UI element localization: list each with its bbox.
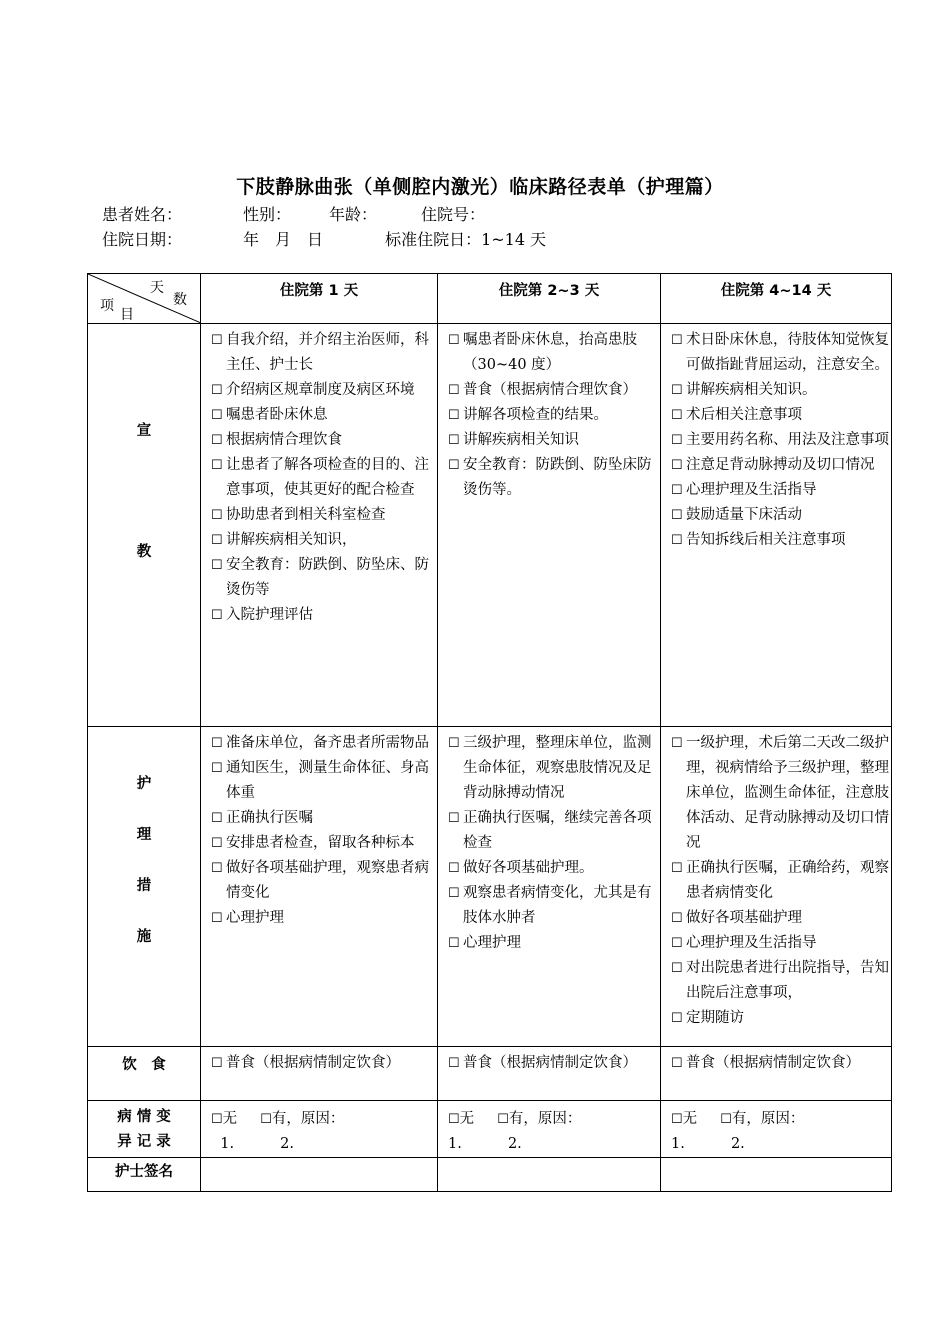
variation-none-label: 无	[222, 1111, 238, 1127]
diet-day-2-3-cell	[438, 1047, 661, 1101]
checklist-item[interactable]: ☐ 定期随访	[671, 1006, 889, 1031]
corner-item-char-1: 项	[100, 298, 114, 314]
education-label-char-1: 宣	[136, 423, 152, 439]
diet-day-1-item: ☐ 普食（根据病情制定饮食）	[211, 1051, 435, 1076]
variation-label-line-2: 异 记 录	[117, 1134, 171, 1150]
nursing-day-1-cell	[201, 727, 438, 1047]
variation-yes-label: 有，原因：	[731, 1111, 805, 1127]
nurse-signature-label: 护士签名	[88, 1158, 201, 1192]
nursing-label-char-1: 护	[136, 776, 152, 792]
nursing-measures-label	[88, 727, 201, 1047]
diet-row	[88, 1047, 892, 1101]
checklist-item[interactable]: ☐ 三级护理，整理床单位，监测生命体征，观察患肢情况及足背动脉搏动情况	[448, 731, 658, 806]
nursing-day-4-14-cell	[661, 727, 892, 1047]
checklist-item[interactable]: ☐ 讲解各项检查的结果。	[448, 403, 658, 428]
checklist-item[interactable]: ☐ 通知医生，测量生命体征、身高体重	[211, 756, 435, 806]
variation-day-2-3-cell	[438, 1101, 661, 1158]
education-day-1-cell	[201, 324, 438, 727]
checklist-item[interactable]: ☐ 主要用药名称、用法及注意事项	[671, 428, 889, 453]
checklist-item[interactable]: ☐ 讲解疾病相关知识，	[211, 528, 435, 553]
variation-note-1: 1.	[220, 1136, 235, 1152]
checklist-item[interactable]: ☐ 安排患者检查，留取各种标本	[211, 831, 435, 856]
patient-info-line-2	[102, 227, 546, 250]
education-day-4-14-cell	[661, 324, 892, 727]
nursing-label-char-2: 理	[136, 827, 152, 843]
checklist-item[interactable]: ☐ 正确执行医嘱	[211, 806, 435, 831]
checklist-item[interactable]: ☐ 心理护理	[448, 931, 658, 956]
checklist-item[interactable]: ☐ 做好各项基础护理，观察患者病情变化	[211, 856, 435, 906]
signature-day-4-14-cell[interactable]	[661, 1158, 892, 1192]
variation-row	[88, 1101, 892, 1158]
checklist-item[interactable]: ☐ 讲解疾病相关知识。	[671, 378, 889, 403]
variation-yes-label: 有，原因：	[271, 1111, 345, 1127]
checklist-item[interactable]: ☐ 鼓励适量下床活动	[671, 503, 889, 528]
education-day-1-list	[201, 324, 437, 632]
diet-day-2-3-item: ☐ 普食（根据病情制定饮食）	[448, 1051, 658, 1076]
variation-yes-checkbox[interactable]	[497, 1111, 509, 1127]
checklist-item[interactable]: ☐ 普食（根据病情合理饮食）	[448, 378, 658, 403]
diet-label: 饮 食	[88, 1047, 201, 1101]
checklist-item[interactable]: ☐ 安全教育：防跌倒、防坠床防烫伤等。	[448, 453, 658, 503]
page-title: 下肢静脉曲张（单侧腔内激光）临床路径表单（护理篇）	[236, 176, 724, 198]
diet-day-1-cell	[201, 1047, 438, 1101]
variation-day-4-14-cell	[661, 1101, 892, 1158]
month-label: 月	[275, 230, 292, 249]
gender-label: 性别：	[243, 205, 292, 224]
checklist-item[interactable]: ☐ 做好各项基础护理	[671, 906, 889, 931]
signature-day-1-cell[interactable]	[201, 1158, 438, 1192]
variation-yes-checkbox[interactable]	[260, 1111, 272, 1127]
checklist-item[interactable]: ☐ 术后相关注意事项	[671, 403, 889, 428]
diet-day-4-14-cell	[661, 1047, 892, 1101]
nursing-label-char-4: 施	[136, 929, 152, 945]
nursing-label-char-3: 措	[136, 878, 152, 894]
checklist-item[interactable]: ☐ 协助患者到相关科室检查	[211, 503, 435, 528]
header-day-2-3: 住院第 2~3 天	[438, 274, 661, 324]
checklist-item[interactable]: ☐ 心理护理	[211, 906, 435, 931]
education-day-2-3-list	[438, 324, 660, 507]
variation-label	[88, 1101, 201, 1158]
checklist-item[interactable]: ☐ 对出院患者进行出院指导，告知出院后注意事项，	[671, 956, 889, 1006]
variation-none-checkbox[interactable]	[448, 1111, 460, 1127]
diagonal-corner-cell	[88, 274, 201, 324]
corner-item-char-2: 目	[120, 307, 134, 323]
standard-stay-label: 标准住院日：1~14 天	[385, 230, 547, 249]
checklist-item[interactable]: ☐ 介绍病区规章制度及病区环境	[211, 378, 435, 403]
variation-note-2: 2.	[507, 1136, 522, 1152]
checklist-item[interactable]: ☐ 术日卧床休息，待肢体知觉恢复可做指趾背屈运动，注意安全。	[671, 328, 889, 378]
checklist-item[interactable]: ☐ 让患者了解各项检查的目的、注意事项，使其更好的配合检查	[211, 453, 435, 503]
checklist-item[interactable]: ☐ 入院护理评估	[211, 603, 435, 628]
checklist-item[interactable]: ☐ 讲解疾病相关知识	[448, 428, 658, 453]
checklist-item[interactable]: ☐ 自我介绍，并介绍主治医师，科主任、护士长	[211, 328, 435, 378]
header-row	[88, 274, 892, 324]
education-day-4-14-list	[661, 324, 891, 557]
patient-info-line-1	[102, 202, 485, 225]
checklist-item[interactable]: ☐ 心理护理及生活指导	[671, 931, 889, 956]
variation-none-label: 无	[682, 1111, 698, 1127]
variation-yes-checkbox[interactable]	[720, 1111, 732, 1127]
variation-yes-label: 有，原因：	[508, 1111, 582, 1127]
variation-none-label: 无	[459, 1111, 475, 1127]
admission-number-label: 住院号：	[421, 205, 486, 224]
checklist-item[interactable]: ☐ 注意足背动脉搏动及切口情况	[671, 453, 889, 478]
header-day-4-14: 住院第 4~14 天	[661, 274, 892, 324]
checklist-item[interactable]: ☐ 嘱患者卧床休息，抬高患肢（30~40 度）	[448, 328, 658, 378]
variation-note-1: 1.	[448, 1136, 462, 1152]
day-label: 日	[307, 230, 324, 249]
header-day-1: 住院第 1 天	[201, 274, 438, 324]
education-label	[88, 324, 201, 727]
corner-days-char-2: 数	[173, 292, 187, 308]
age-label: 年龄：	[329, 205, 378, 224]
variation-none-checkbox[interactable]	[671, 1111, 683, 1127]
variation-note-2: 2.	[730, 1136, 745, 1152]
variation-label-line-1: 病 情 变	[117, 1109, 171, 1125]
signature-day-2-3-cell[interactable]	[438, 1158, 661, 1192]
variation-none-checkbox[interactable]	[211, 1111, 223, 1127]
admission-date-label: 住院日期：	[102, 230, 183, 249]
variation-note-1: 1.	[671, 1136, 685, 1152]
variation-day-1-cell	[201, 1101, 438, 1158]
checklist-item[interactable]: ☐ 安全教育：防跌倒、防坠床、防烫伤等	[211, 553, 435, 603]
checklist-item[interactable]: ☐ 根据病情合理饮食	[211, 428, 435, 453]
checklist-item[interactable]: ☐ 心理护理及生活指导	[671, 478, 889, 503]
checklist-item[interactable]: ☐ 告知拆线后相关注意事项	[671, 528, 889, 553]
checklist-item[interactable]: ☐ 做好各项基础护理。	[448, 856, 658, 881]
diet-day-4-14-item: ☐ 普食（根据病情制定饮食）	[671, 1051, 889, 1076]
nursing-measures-row	[88, 727, 892, 1047]
checklist-item[interactable]: ☐ 嘱患者卧床休息	[211, 403, 435, 428]
checklist-item[interactable]: ☐ 一级护理，术后第二天改二级护理，视病情给予三级护理，整理床单位，监测生命体征，注意肢体活动、足背动脉搏动及切口情况	[671, 731, 889, 856]
nursing-day-2-3-cell	[438, 727, 661, 1047]
corner-days-char-1: 天	[150, 280, 164, 296]
patient-name-label: 患者姓名：	[102, 205, 183, 224]
nursing-day-4-14-list	[661, 727, 891, 1035]
checklist-item[interactable]: ☐ 观察患者病情变化，尤其是有肢体水肿者	[448, 881, 658, 931]
checklist-item[interactable]: ☐ 准备床单位，备齐患者所需物品	[211, 731, 435, 756]
nursing-day-2-3-list	[438, 727, 660, 960]
clinical-pathway-table	[87, 273, 892, 1192]
checklist-item[interactable]: ☐ 正确执行医嘱，继续完善各项检查	[448, 806, 658, 856]
nursing-day-1-list	[201, 727, 437, 935]
checklist-item[interactable]: ☐ 正确执行医嘱，正确给药，观察患者病情变化	[671, 856, 889, 906]
education-label-char-2: 教	[136, 544, 152, 560]
year-label: 年	[243, 230, 260, 249]
variation-note-2: 2.	[280, 1136, 294, 1152]
signature-row	[88, 1158, 892, 1192]
education-row	[88, 324, 892, 727]
education-day-2-3-cell	[438, 324, 661, 727]
